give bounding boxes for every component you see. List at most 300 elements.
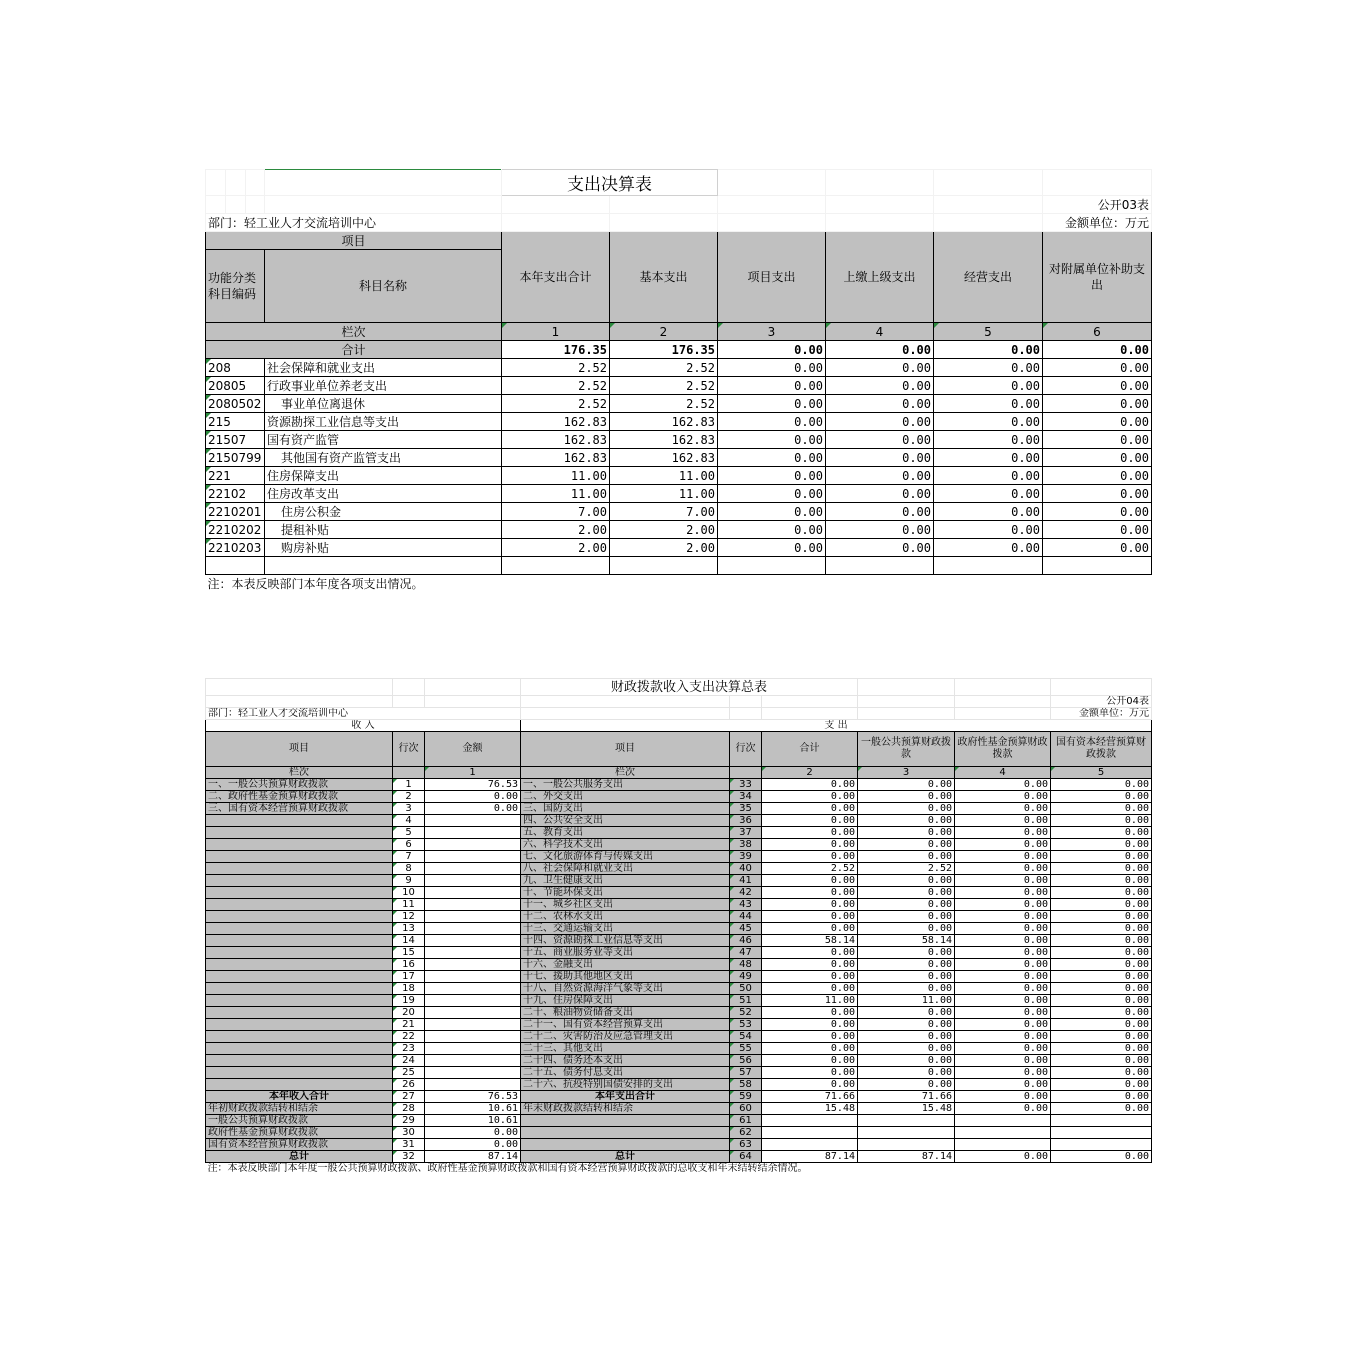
income-amount: 0.00 <box>425 1127 521 1139</box>
expense-amount: 0.00 <box>1051 1151 1152 1163</box>
expense-amount <box>1051 1127 1152 1139</box>
income-amount <box>425 971 521 983</box>
expense-amount: 0.00 <box>1051 1007 1152 1019</box>
amount-cell: 0.00 <box>718 503 826 521</box>
expense-amount: 0.00 <box>955 1091 1051 1103</box>
expense-amount: 0.00 <box>762 1055 858 1067</box>
amount-cell: 0.00 <box>1043 485 1152 503</box>
amount-cell: 2.00 <box>610 521 718 539</box>
expense-amount: 15.48 <box>858 1103 955 1115</box>
income-item <box>206 911 393 923</box>
subject-name: 其他国有资产监管支出 <box>265 449 502 467</box>
subject-name: 资源勘探工业信息等支出 <box>265 413 502 431</box>
income-amount <box>425 1019 521 1031</box>
expense-amount: 0.00 <box>762 959 858 971</box>
income-item <box>206 1067 393 1079</box>
amount-cell: 0.00 <box>934 467 1043 485</box>
income-item <box>206 863 393 875</box>
expense-item: 十五、商业服务业等支出 <box>521 947 730 959</box>
amount-cell: 11.00 <box>502 467 610 485</box>
expense-amount: 0.00 <box>955 839 1051 851</box>
header-general-public: 一般公共预算财政拨款 <box>858 732 955 767</box>
subject-name: 住房改革支出 <box>265 485 502 503</box>
header-col-3: 项目支出 <box>718 232 826 323</box>
income-line-no: 20 <box>393 1007 425 1019</box>
expense-amount: 0.00 <box>858 911 955 923</box>
subject-code: 221 <box>206 467 265 485</box>
header-income-amount: 金额 <box>425 732 521 767</box>
table2-number: 公开04表 <box>1051 696 1152 708</box>
expense-item: 二十六、抗疫特别国债安排的支出 <box>521 1079 730 1091</box>
table-row <box>206 431 1152 449</box>
col-num-5: 5 <box>1051 767 1152 779</box>
income-amount <box>425 923 521 935</box>
expense-line-no: 47 <box>730 947 762 959</box>
expense-item: 十一、城乡社区支出 <box>521 899 730 911</box>
income-item: 总计 <box>206 1151 393 1163</box>
expense-amount: 0.00 <box>1051 1067 1152 1079</box>
income-line-no: 32 <box>393 1151 425 1163</box>
expense-amount: 87.14 <box>858 1151 955 1163</box>
amount-cell: 0.00 <box>934 485 1043 503</box>
col-num-3: 3 <box>858 767 955 779</box>
total-value: 0.00 <box>934 341 1043 359</box>
expense-amount: 0.00 <box>858 815 955 827</box>
table1-number: 公开03表 <box>1043 196 1152 214</box>
expense-amount: 0.00 <box>858 899 955 911</box>
expense-amount: 0.00 <box>858 983 955 995</box>
table-row <box>206 863 1152 875</box>
expense-amount: 0.00 <box>1051 851 1152 863</box>
amount-cell: 0.00 <box>718 431 826 449</box>
expense-line-no: 39 <box>730 851 762 863</box>
expense-amount: 0.00 <box>1051 839 1152 851</box>
expense-line-no: 38 <box>730 839 762 851</box>
table-row <box>206 1127 1152 1139</box>
table-row <box>206 485 1152 503</box>
amount-cell: 0.00 <box>1043 395 1152 413</box>
income-amount: 87.14 <box>425 1151 521 1163</box>
income-item <box>206 995 393 1007</box>
income-amount <box>425 1055 521 1067</box>
col-num-5: 5 <box>934 323 1043 341</box>
table1-unit: 金额单位：万元 <box>1043 214 1152 232</box>
expense-amount: 0.00 <box>1051 1031 1152 1043</box>
expense-amount: 0.00 <box>858 1079 955 1091</box>
expense-line-no: 48 <box>730 959 762 971</box>
table-row <box>206 839 1152 851</box>
table-row <box>206 1043 1152 1055</box>
header-state-capital: 国有资本经营预算财政拨款 <box>1051 732 1152 767</box>
table-row <box>206 1151 1152 1163</box>
expense-amount: 0.00 <box>955 1007 1051 1019</box>
subject-code: 2210201 <box>206 503 265 521</box>
income-amount: 0.00 <box>425 803 521 815</box>
expense-amount: 0.00 <box>955 1103 1051 1115</box>
table-row <box>206 995 1152 1007</box>
expense-amount: 0.00 <box>858 1019 955 1031</box>
expense-amount: 0.00 <box>858 875 955 887</box>
amount-cell: 0.00 <box>718 539 826 557</box>
expense-amount: 0.00 <box>1051 1055 1152 1067</box>
expense-line-no: 55 <box>730 1043 762 1055</box>
expense-amount <box>858 1139 955 1151</box>
total-value: 176.35 <box>502 341 610 359</box>
expense-line-no: 54 <box>730 1031 762 1043</box>
table-row <box>206 395 1152 413</box>
expense-amount <box>955 1139 1051 1151</box>
expense-item: 六、科学技术支出 <box>521 839 730 851</box>
table-row <box>206 521 1152 539</box>
amount-cell: 2.00 <box>502 521 610 539</box>
income-item <box>206 1019 393 1031</box>
expense-amount: 58.14 <box>858 935 955 947</box>
income-line-no: 13 <box>393 923 425 935</box>
table2-title: 财政拨款收入支出决算总表 <box>521 679 858 696</box>
expense-amount: 0.00 <box>858 1007 955 1019</box>
fiscal-funding-summary-table <box>205 678 1152 1174</box>
expense-line-no: 42 <box>730 887 762 899</box>
expense-amount: 0.00 <box>762 827 858 839</box>
header-expense-total: 合计 <box>762 732 858 767</box>
income-amount <box>425 839 521 851</box>
expense-line-no: 45 <box>730 923 762 935</box>
amount-cell: 0.00 <box>934 413 1043 431</box>
amount-cell: 0.00 <box>826 521 934 539</box>
expense-amount: 0.00 <box>858 959 955 971</box>
expense-line-no: 62 <box>730 1127 762 1139</box>
expense-amount: 0.00 <box>955 911 1051 923</box>
expense-amount: 0.00 <box>955 1031 1051 1043</box>
expense-item: 十六、金融支出 <box>521 959 730 971</box>
expense-amount: 0.00 <box>858 827 955 839</box>
expense-line-no: 57 <box>730 1067 762 1079</box>
expense-amount: 0.00 <box>858 803 955 815</box>
income-amount: 0.00 <box>425 791 521 803</box>
expense-amount: 0.00 <box>955 1079 1051 1091</box>
expense-amount: 0.00 <box>762 803 858 815</box>
expense-amount: 0.00 <box>762 779 858 791</box>
expense-item: 二、外交支出 <box>521 791 730 803</box>
expense-line-no: 34 <box>730 791 762 803</box>
expense-amount: 87.14 <box>762 1151 858 1163</box>
amount-cell: 0.00 <box>826 503 934 521</box>
table-row <box>206 935 1152 947</box>
total-label: 合计 <box>206 341 502 359</box>
amount-cell: 0.00 <box>934 359 1043 377</box>
amount-cell: 0.00 <box>934 521 1043 539</box>
income-line-no: 1 <box>393 779 425 791</box>
expense-amount: 0.00 <box>1051 1019 1152 1031</box>
income-line-no: 21 <box>393 1019 425 1031</box>
expense-line-no: 64 <box>730 1151 762 1163</box>
expense-amount: 71.66 <box>762 1091 858 1103</box>
expense-line-no: 35 <box>730 803 762 815</box>
table-row <box>206 1067 1152 1079</box>
col-num-4: 4 <box>826 323 934 341</box>
income-amount <box>425 947 521 959</box>
total-value: 0.00 <box>718 341 826 359</box>
expense-amount: 0.00 <box>762 923 858 935</box>
income-amount <box>425 959 521 971</box>
subject-code: 21507 <box>206 431 265 449</box>
expense-amount: 0.00 <box>858 839 955 851</box>
income-line-no: 30 <box>393 1127 425 1139</box>
income-line-no: 5 <box>393 827 425 839</box>
expense-amount: 0.00 <box>955 995 1051 1007</box>
income-amount <box>425 1067 521 1079</box>
income-amount: 0.00 <box>425 1139 521 1151</box>
income-amount <box>425 815 521 827</box>
expense-amount: 0.00 <box>858 1031 955 1043</box>
income-item <box>206 875 393 887</box>
income-item <box>206 851 393 863</box>
income-line-no: 7 <box>393 851 425 863</box>
table1-title: 支出决算表 <box>502 170 718 196</box>
expense-item: 四、公共安全支出 <box>521 815 730 827</box>
income-line-no: 14 <box>393 935 425 947</box>
income-item <box>206 827 393 839</box>
income-lanci: 栏次 <box>206 767 393 779</box>
expense-amount: 0.00 <box>1051 971 1152 983</box>
expense-amount: 0.00 <box>955 971 1051 983</box>
expense-amount: 11.00 <box>762 995 858 1007</box>
expense-amount: 0.00 <box>955 875 1051 887</box>
amount-cell: 0.00 <box>826 431 934 449</box>
subject-code: 2080502 <box>206 395 265 413</box>
expense-item: 十四、资源勘探工业信息等支出 <box>521 935 730 947</box>
amount-cell: 0.00 <box>934 377 1043 395</box>
expense-line-no: 59 <box>730 1091 762 1103</box>
amount-cell: 0.00 <box>1043 377 1152 395</box>
table-row <box>206 539 1152 557</box>
income-amount <box>425 1007 521 1019</box>
expense-amount <box>762 1127 858 1139</box>
col-num-1: 1 <box>502 323 610 341</box>
table-row <box>206 983 1152 995</box>
income-item <box>206 983 393 995</box>
col-num-4: 4 <box>955 767 1051 779</box>
col-num-6: 6 <box>1043 323 1152 341</box>
table-row <box>206 449 1152 467</box>
table-row <box>206 1139 1152 1151</box>
expense-amount: 0.00 <box>762 899 858 911</box>
expense-amount: 15.48 <box>762 1103 858 1115</box>
amount-cell: 11.00 <box>610 485 718 503</box>
expense-line-no: 40 <box>730 863 762 875</box>
income-item: 政府性基金预算财政拨款 <box>206 1127 393 1139</box>
income-item <box>206 1031 393 1043</box>
subject-name: 住房保障支出 <box>265 467 502 485</box>
expense-amount: 0.00 <box>858 923 955 935</box>
expense-line-no: 61 <box>730 1115 762 1127</box>
amount-cell: 7.00 <box>610 503 718 521</box>
expense-item: 十九、住房保障支出 <box>521 995 730 1007</box>
amount-cell: 0.00 <box>826 413 934 431</box>
expense-line-no: 46 <box>730 935 762 947</box>
income-item: 一、一般公共预算财政拨款 <box>206 779 393 791</box>
expense-amount: 0.00 <box>955 827 1051 839</box>
amount-cell: 0.00 <box>1043 431 1152 449</box>
income-item: 三、国有资本经营预算财政拨款 <box>206 803 393 815</box>
expense-amount: 0.00 <box>955 923 1051 935</box>
income-item <box>206 959 393 971</box>
header-col-6: 对附属单位补助支出 <box>1043 232 1152 323</box>
expense-amount: 0.00 <box>955 791 1051 803</box>
expense-item: 二十一、国有资本经营预算支出 <box>521 1019 730 1031</box>
table-row <box>206 803 1152 815</box>
expense-line-no: 53 <box>730 1019 762 1031</box>
table-row <box>206 899 1152 911</box>
subject-name: 购房补贴 <box>265 539 502 557</box>
expense-amount <box>858 1115 955 1127</box>
income-amount <box>425 995 521 1007</box>
amount-cell: 0.00 <box>718 521 826 539</box>
expense-line-no: 33 <box>730 779 762 791</box>
expense-amount: 0.00 <box>762 983 858 995</box>
income-amount <box>425 1043 521 1055</box>
total-value: 0.00 <box>1043 341 1152 359</box>
income-line-no: 17 <box>393 971 425 983</box>
income-line-no: 8 <box>393 863 425 875</box>
amount-cell: 2.00 <box>610 539 718 557</box>
expense-amount: 0.00 <box>955 1043 1051 1055</box>
table-row <box>206 875 1152 887</box>
income-line-no: 29 <box>393 1115 425 1127</box>
expense-amount: 0.00 <box>858 1055 955 1067</box>
expense-amount: 0.00 <box>955 863 1051 875</box>
income-amount: 10.61 <box>425 1115 521 1127</box>
income-amount: 76.53 <box>425 779 521 791</box>
income-line-no: 4 <box>393 815 425 827</box>
income-line-no: 15 <box>393 947 425 959</box>
expense-amount: 0.00 <box>762 887 858 899</box>
expense-amount: 0.00 <box>955 803 1051 815</box>
header-expense-item: 项目 <box>521 732 730 767</box>
expense-amount <box>955 1127 1051 1139</box>
expense-item: 本年支出合计 <box>521 1091 730 1103</box>
expense-item: 十三、交通运输支出 <box>521 923 730 935</box>
expense-amount: 0.00 <box>955 1151 1051 1163</box>
expense-amount: 0.00 <box>1051 779 1152 791</box>
amount-cell: 0.00 <box>934 503 1043 521</box>
income-amount: 10.61 <box>425 1103 521 1115</box>
amount-cell: 0.00 <box>934 431 1043 449</box>
subject-name: 提租补贴 <box>265 521 502 539</box>
expense-item: 二十四、债务还本支出 <box>521 1055 730 1067</box>
amount-cell: 0.00 <box>826 377 934 395</box>
income-item <box>206 947 393 959</box>
expense-amount: 0.00 <box>955 983 1051 995</box>
income-amount <box>425 983 521 995</box>
expense-amount: 0.00 <box>762 1019 858 1031</box>
expense-amount: 0.00 <box>955 1055 1051 1067</box>
table-row <box>206 359 1152 377</box>
expense-amount: 0.00 <box>762 1043 858 1055</box>
header-income-item: 项目 <box>206 732 393 767</box>
expense-line-no: 63 <box>730 1139 762 1151</box>
income-line-no: 11 <box>393 899 425 911</box>
col-num-2: 2 <box>610 323 718 341</box>
table-row <box>206 851 1152 863</box>
income-line-no: 26 <box>393 1079 425 1091</box>
income-amount <box>425 875 521 887</box>
income-amount <box>425 827 521 839</box>
header-expense-line: 行次 <box>730 732 762 767</box>
expense-amount <box>955 1115 1051 1127</box>
income-item <box>206 971 393 983</box>
table-row <box>206 779 1152 791</box>
amount-cell: 2.00 <box>502 539 610 557</box>
income-amount <box>425 863 521 875</box>
income-line-no: 25 <box>393 1067 425 1079</box>
expense-amount: 0.00 <box>762 851 858 863</box>
table-row <box>206 971 1152 983</box>
table-row <box>206 1091 1152 1103</box>
amount-cell: 11.00 <box>502 485 610 503</box>
expense-item: 九、卫生健康支出 <box>521 875 730 887</box>
income-line-no: 27 <box>393 1091 425 1103</box>
expense-line-no: 41 <box>730 875 762 887</box>
amount-cell: 7.00 <box>502 503 610 521</box>
expense-amount: 0.00 <box>858 887 955 899</box>
amount-cell: 2.52 <box>502 359 610 377</box>
expense-line-no: 58 <box>730 1079 762 1091</box>
header-item: 项目 <box>206 232 502 250</box>
expense-amount: 0.00 <box>1051 1103 1152 1115</box>
table-row <box>206 947 1152 959</box>
table-row <box>206 1031 1152 1043</box>
expense-item <box>521 1115 730 1127</box>
expense-amount: 0.00 <box>858 779 955 791</box>
income-item: 年初财政拨款结转和结余 <box>206 1103 393 1115</box>
expense-amount: 0.00 <box>955 947 1051 959</box>
expense-amount: 0.00 <box>955 815 1051 827</box>
expense-amount <box>762 1139 858 1151</box>
expense-line-no: 36 <box>730 815 762 827</box>
expense-amount: 0.00 <box>762 791 858 803</box>
table-row <box>206 503 1152 521</box>
income-line-no: 28 <box>393 1103 425 1115</box>
expense-line-no: 44 <box>730 911 762 923</box>
expense-item: 一、一般公共服务支出 <box>521 779 730 791</box>
amount-cell: 2.52 <box>610 395 718 413</box>
table-row <box>206 467 1152 485</box>
expense-amount: 0.00 <box>858 971 955 983</box>
header-expense: 支 出 <box>521 720 1152 732</box>
expense-amount <box>762 1115 858 1127</box>
amount-cell: 162.83 <box>610 413 718 431</box>
expense-amount: 0.00 <box>955 1067 1051 1079</box>
amount-cell: 0.00 <box>1043 539 1152 557</box>
amount-cell: 162.83 <box>502 413 610 431</box>
subject-code: 22102 <box>206 485 265 503</box>
expense-amount: 0.00 <box>762 875 858 887</box>
total-row <box>206 341 1152 359</box>
expense-amount: 0.00 <box>1051 983 1152 995</box>
amount-cell: 0.00 <box>826 539 934 557</box>
amount-cell: 0.00 <box>826 485 934 503</box>
expense-item: 十、节能环保支出 <box>521 887 730 899</box>
expense-item: 七、文化旅游体育与传媒支出 <box>521 851 730 863</box>
expense-item: 年末财政拨款结转和结余 <box>521 1103 730 1115</box>
expense-amount: 0.00 <box>858 1043 955 1055</box>
amount-cell: 0.00 <box>718 413 826 431</box>
subject-name: 国有资产监管 <box>265 431 502 449</box>
subject-code: 208 <box>206 359 265 377</box>
expense-amount <box>1051 1115 1152 1127</box>
expense-amount: 0.00 <box>1051 1079 1152 1091</box>
